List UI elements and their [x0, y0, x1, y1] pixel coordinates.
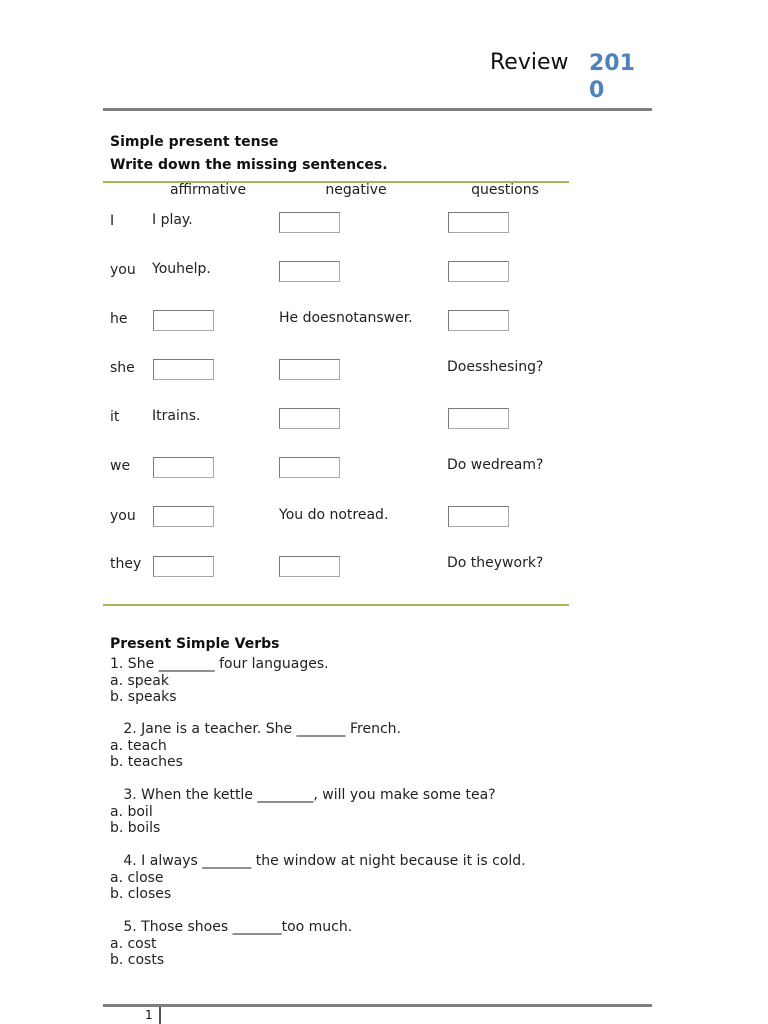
affirmative-answer-field[interactable] — [153, 310, 214, 331]
section-title-simple-present: Simple present tense — [110, 134, 279, 150]
option-b[interactable]: b. closes — [110, 886, 172, 902]
row-pronoun: he — [110, 311, 128, 327]
negative-answer-field[interactable] — [279, 359, 340, 380]
quiz-question — [110, 721, 401, 771]
affirmative-answer-field[interactable] — [153, 457, 214, 478]
negative-answer-field[interactable] — [279, 261, 340, 282]
row-pronoun: it — [110, 409, 120, 425]
question-answer-field[interactable] — [448, 261, 509, 282]
row-pronoun: she — [110, 360, 135, 376]
quiz-question — [110, 656, 329, 706]
affirmative-cell: I play. — [152, 212, 193, 228]
affirmative-cell: Youhelp. — [152, 261, 211, 277]
question-cell: Doesshesing? — [447, 359, 544, 375]
question-stem: 5. Those shoes _______too much. — [110, 919, 353, 935]
row-pronoun: they — [110, 556, 142, 572]
document-header-title: Review — [490, 50, 569, 75]
question-answer-field[interactable] — [448, 408, 509, 429]
negative-answer-field[interactable] — [279, 556, 340, 577]
option-a[interactable]: a. cost — [110, 935, 157, 952]
option-a[interactable]: a. speak — [110, 672, 169, 689]
option-b[interactable]: b. costs — [110, 952, 165, 968]
question-stem: 3. When the kettle ________, will you make some tea? — [110, 787, 496, 803]
negative-cell: You do notread. — [279, 507, 389, 523]
affirmative-cell: Itrains. — [152, 408, 201, 424]
question-answer-field[interactable] — [448, 310, 509, 331]
negative-answer-field[interactable] — [279, 408, 340, 429]
row-pronoun: we — [110, 458, 131, 474]
question-answer-field[interactable] — [448, 212, 509, 233]
column-header-questions: questions — [471, 182, 539, 198]
option-a[interactable]: a. close — [110, 869, 164, 886]
negative-answer-field[interactable] — [279, 457, 340, 478]
row-pronoun: I — [110, 213, 115, 229]
row-pronoun: you — [110, 508, 136, 524]
option-b[interactable]: b. teaches — [110, 754, 183, 770]
question-stem: 1. She ________ four languages. — [110, 656, 329, 672]
negative-answer-field[interactable] — [279, 212, 340, 233]
quiz-question — [110, 787, 496, 837]
row-pronoun: you — [110, 262, 136, 278]
section-title-present-simple-verbs: Present Simple Verbs — [110, 636, 280, 652]
affirmative-answer-field[interactable] — [153, 556, 214, 577]
negative-cell: He doesnotanswer. — [279, 310, 413, 326]
column-header-affirmative: affirmative — [169, 182, 247, 198]
document-header-year: 2010 — [589, 51, 635, 103]
table-bottom-rule — [103, 604, 569, 606]
question-stem: 2. Jane is a teacher. She _______ French. — [110, 721, 401, 737]
option-a[interactable]: a. boil — [110, 803, 153, 820]
header-rule — [103, 108, 652, 111]
quiz-question — [110, 919, 352, 969]
quiz-question — [110, 853, 526, 903]
column-header-negative: negative — [325, 182, 387, 198]
section-instruction: Write down the missing sentences. — [110, 157, 388, 173]
question-cell: Do theywork? — [447, 555, 544, 571]
question-answer-field[interactable] — [448, 506, 509, 527]
option-b[interactable]: b. boils — [110, 820, 161, 836]
question-stem: 4. I always _______ the window at night because it is cold. — [110, 853, 526, 869]
affirmative-answer-field[interactable] — [153, 506, 214, 527]
question-cell: Do wedream? — [447, 457, 544, 473]
option-b[interactable]: b. speaks — [110, 689, 177, 705]
page-number-divider — [159, 1007, 161, 1024]
option-a[interactable]: a. teach — [110, 737, 167, 754]
affirmative-answer-field[interactable] — [153, 359, 214, 380]
footer-rule — [103, 1004, 652, 1007]
page-number: 1 — [145, 1008, 153, 1022]
